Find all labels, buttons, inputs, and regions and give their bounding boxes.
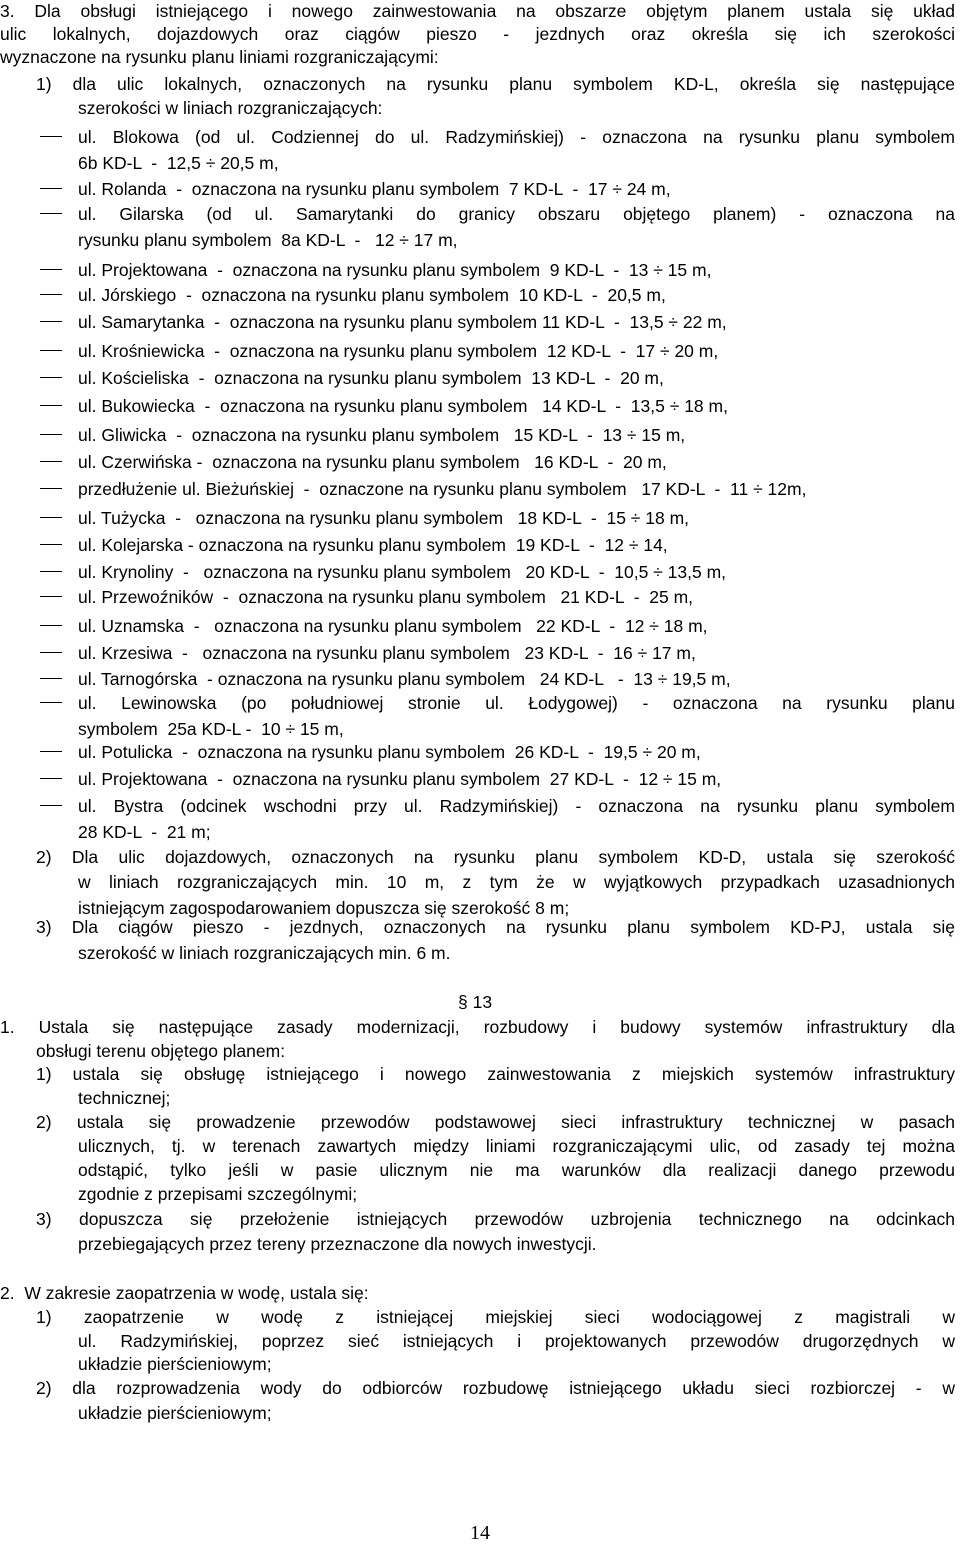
s13-p2-line: układzie pierścieniowym; — [78, 1354, 272, 1374]
list-dash-marker — [40, 517, 62, 518]
list-dash-marker — [40, 778, 62, 779]
s13-p1-line: 1) ustala się obsługę istniejącego i nowego zainwestowania z miejskich systemów infrastruktury — [36, 1064, 955, 1084]
street-item-line: ul. Bukowiecka - oznaczona na rysunku planu symbolem 14 KD-L - 13,5 ÷ 18 m, — [78, 396, 728, 416]
page-number: 14 — [470, 1522, 490, 1544]
list-dash-marker — [40, 678, 62, 679]
section-heading: § 13 — [458, 992, 493, 1012]
list-dash-marker — [40, 571, 62, 572]
point3-line: szerokość w liniach rozgraniczających min. 6 m. — [78, 943, 451, 963]
street-item-line: ul. Czerwińska - oznaczona na rysunku planu symbolem 16 KD-L - 20 m, — [78, 452, 667, 472]
street-item-line: ul. Kolejarska - oznaczona na rysunku planu symbolem 19 KD-L - 12 ÷ 14, — [78, 535, 668, 555]
list-dash-marker — [40, 702, 62, 703]
s13-p2-line: 2. W zakresie zaopatrzenia w wodę, ustala się: — [0, 1283, 369, 1303]
street-item-line: ul. Tużycka - oznaczona na rysunku planu symbolem 18 KD-L - 15 ÷ 18 m, — [78, 508, 690, 528]
street-item-line: ul. Gliwicka - oznaczona na rysunku planu symbolem 15 KD-L - 13 ÷ 15 m, — [78, 425, 686, 445]
s13-p1-line: technicznej; — [78, 1088, 171, 1108]
point3-line: 3) Dla ciągów pieszo - jezdnych, oznaczonych na rysunku planu symbolem KD-PJ, ustala się — [36, 917, 955, 937]
list-dash-marker — [40, 751, 62, 752]
list-dash-marker — [40, 321, 62, 322]
street-item-line: symbolem 25a KD-L - 10 ÷ 15 m, — [78, 719, 344, 739]
list-dash-marker — [40, 213, 62, 214]
list-dash-marker — [40, 652, 62, 653]
street-item-line: ul. Kościeliska - oznaczona na rysunku planu symbolem 13 KD-L - 20 m, — [78, 368, 664, 388]
section3-intro-line: ulic lokalnych, dojazdowych oraz ciągów pieszo - jezdnych oraz określa się ich szerokości — [0, 24, 955, 44]
street-item-line: ul. Potulicka - oznaczona na rysunku planu symbolem 26 KD-L - 19,5 ÷ 20 m, — [78, 742, 701, 762]
list-dash-marker — [40, 350, 62, 351]
list-dash-marker — [40, 596, 62, 597]
street-item-line: 6b KD-L - 12,5 ÷ 20,5 m, — [78, 153, 279, 173]
list-dash-marker — [40, 805, 62, 806]
s13-p1-line: odstąpić, tylko jeśli w pasie ulicznym nie ma warunków dla realizacji danego przewodu — [78, 1160, 955, 1180]
list-dash-marker — [40, 544, 62, 545]
street-item-line: ul. Lewinowska (po południowej stronie ul. Łodygowej) - oznaczona na rysunku planu — [78, 693, 955, 713]
point2-line: istniejącym zagospodarowaniem dopuszcza się szerokość 8 m; — [78, 898, 570, 918]
list-dash-marker — [40, 461, 62, 462]
street-item-line: rysunku planu symbolem 8a KD-L - 12 ÷ 17 m, — [78, 230, 458, 250]
s13-p1-line: ulicznych, tj. w terenach zawartych między liniami rozgraniczającymi ulic, od zasady tej można — [78, 1136, 955, 1156]
list-dash-marker — [40, 434, 62, 435]
street-item-line: ul. Bystra (odcinek wschodni przy ul. Radzymińskiej) - oznaczona na rysunku planu symbolem — [78, 796, 955, 816]
street-item-line: ul. Tarnogórska - oznaczona na rysunku planu symbolem 24 KD-L - 13 ÷ 19,5 m, — [78, 669, 731, 689]
street-item-line: ul. Przewoźników - oznaczona na rysunku planu symbolem 21 KD-L - 25 m, — [78, 587, 694, 607]
point2-line: 2) Dla ulic dojazdowych, oznaczonych na rysunku planu symbolem KD-D, ustala się szerokość — [36, 847, 955, 867]
section3-intro-line: 3. Dla obsługi istniejącego i nowego zainwestowania na obszarze objętym planem ustala się układ — [0, 1, 955, 21]
street-item-line: ul. Rolanda - oznaczona na rysunku planu symbolem 7 KD-L - 17 ÷ 24 m, — [78, 179, 671, 199]
s13-p2-line: układzie pierścieniowym; — [78, 1403, 272, 1423]
street-item-line: ul. Jórskiego - oznaczona na rysunku planu symbolem 10 KD-L - 20,5 m, — [78, 285, 666, 305]
list-dash-marker — [40, 269, 62, 270]
street-item-line: 28 KD-L - 21 m; — [78, 822, 211, 842]
section3-intro-line: wyznaczone na rysunku planu liniami rozgraniczającymi: — [0, 47, 439, 67]
s13-p2-line: ul. Radzymińskiej, poprzez sieć istniejących i projektowanych przewodów drugorzędnych w — [78, 1331, 955, 1351]
street-item-line: ul. Krynoliny - oznaczona na rysunku planu symbolem 20 KD-L - 10,5 ÷ 13,5 m, — [78, 562, 727, 582]
street-item-line: przedłużenie ul. Bieżuńskiej - oznaczone na rysunku planu symbolem 17 KD-L - 11 ÷ 12m, — [78, 479, 807, 499]
s13-p1-line: 2) ustala się prowadzenie przewodów podstawowej sieci infrastruktury technicznej w pasach — [36, 1112, 955, 1132]
street-item-line: ul. Krzesiwa - oznaczona na rysunku planu symbolem 23 KD-L - 16 ÷ 17 m, — [78, 643, 696, 663]
s13-p1-line: obsługi terenu objętego planem: — [36, 1041, 286, 1061]
street-item-line: ul. Blokowa (od ul. Codziennej do ul. Radzymińskiej) - oznaczona na rysunku planu symbolem — [78, 127, 955, 147]
street-item-line: ul. Samarytanka - oznaczona na rysunku planu symbolem 11 KD-L - 13,5 ÷ 22 m, — [78, 312, 727, 332]
street-item-line: ul. Uznamska - oznaczona na rysunku planu symbolem 22 KD-L - 12 ÷ 18 m, — [78, 616, 708, 636]
s13-p2-line: 2) dla rozprowadzenia wody do odbiorców rozbudowę istniejącego układu sieci rozbiorczej - w — [36, 1378, 955, 1398]
list-dash-marker — [40, 488, 62, 489]
point1-intro-line: 1) dla ulic lokalnych, oznaczonych na rysunku planu symbolem KD-L, określa się następujące — [36, 74, 955, 94]
street-item-line: ul. Krośniewicka - oznaczona na rysunku planu symbolem 12 KD-L - 17 ÷ 20 m, — [78, 341, 719, 361]
list-dash-marker — [40, 188, 62, 189]
street-item-line: ul. Projektowana - oznaczona na rysunku planu symbolem 27 KD-L - 12 ÷ 15 m, — [78, 769, 722, 789]
list-dash-marker — [40, 405, 62, 406]
s13-p1-line: 3) dopuszcza się przełożenie istniejących przewodów uzbrojenia technicznego na odcinkach — [36, 1209, 955, 1229]
s13-p1-line: 1. Ustala się następujące zasady modernizacji, rozbudowy i budowy systemów infrastruktury dla — [0, 1017, 955, 1037]
list-dash-marker — [40, 377, 62, 378]
street-item-line: ul. Gilarska (od ul. Samarytanki do granicy obszaru objętego planem) - oznaczona na — [78, 204, 955, 224]
s13-p1-line: przebiegających przez tereny przeznaczone dla nowych inwestycji. — [78, 1234, 597, 1254]
s13-p1-line: zgodnie z przepisami szczególnymi; — [78, 1184, 358, 1204]
point2-line: w liniach rozgraniczających min. 10 m, z tym że w wyjątkowych przypadkach uzasadnionych — [78, 872, 955, 892]
street-item-line: ul. Projektowana - oznaczona na rysunku planu symbolem 9 KD-L - 13 ÷ 15 m, — [78, 260, 712, 280]
point1-intro-line: szerokości w liniach rozgraniczających: — [78, 98, 383, 118]
list-dash-marker — [40, 294, 62, 295]
list-dash-marker — [40, 625, 62, 626]
s13-p2-line: 1) zaopatrzenie w wodę z istniejącej miejskiej sieci wodociągowej z magistrali w — [36, 1307, 955, 1327]
list-dash-marker — [40, 136, 62, 137]
